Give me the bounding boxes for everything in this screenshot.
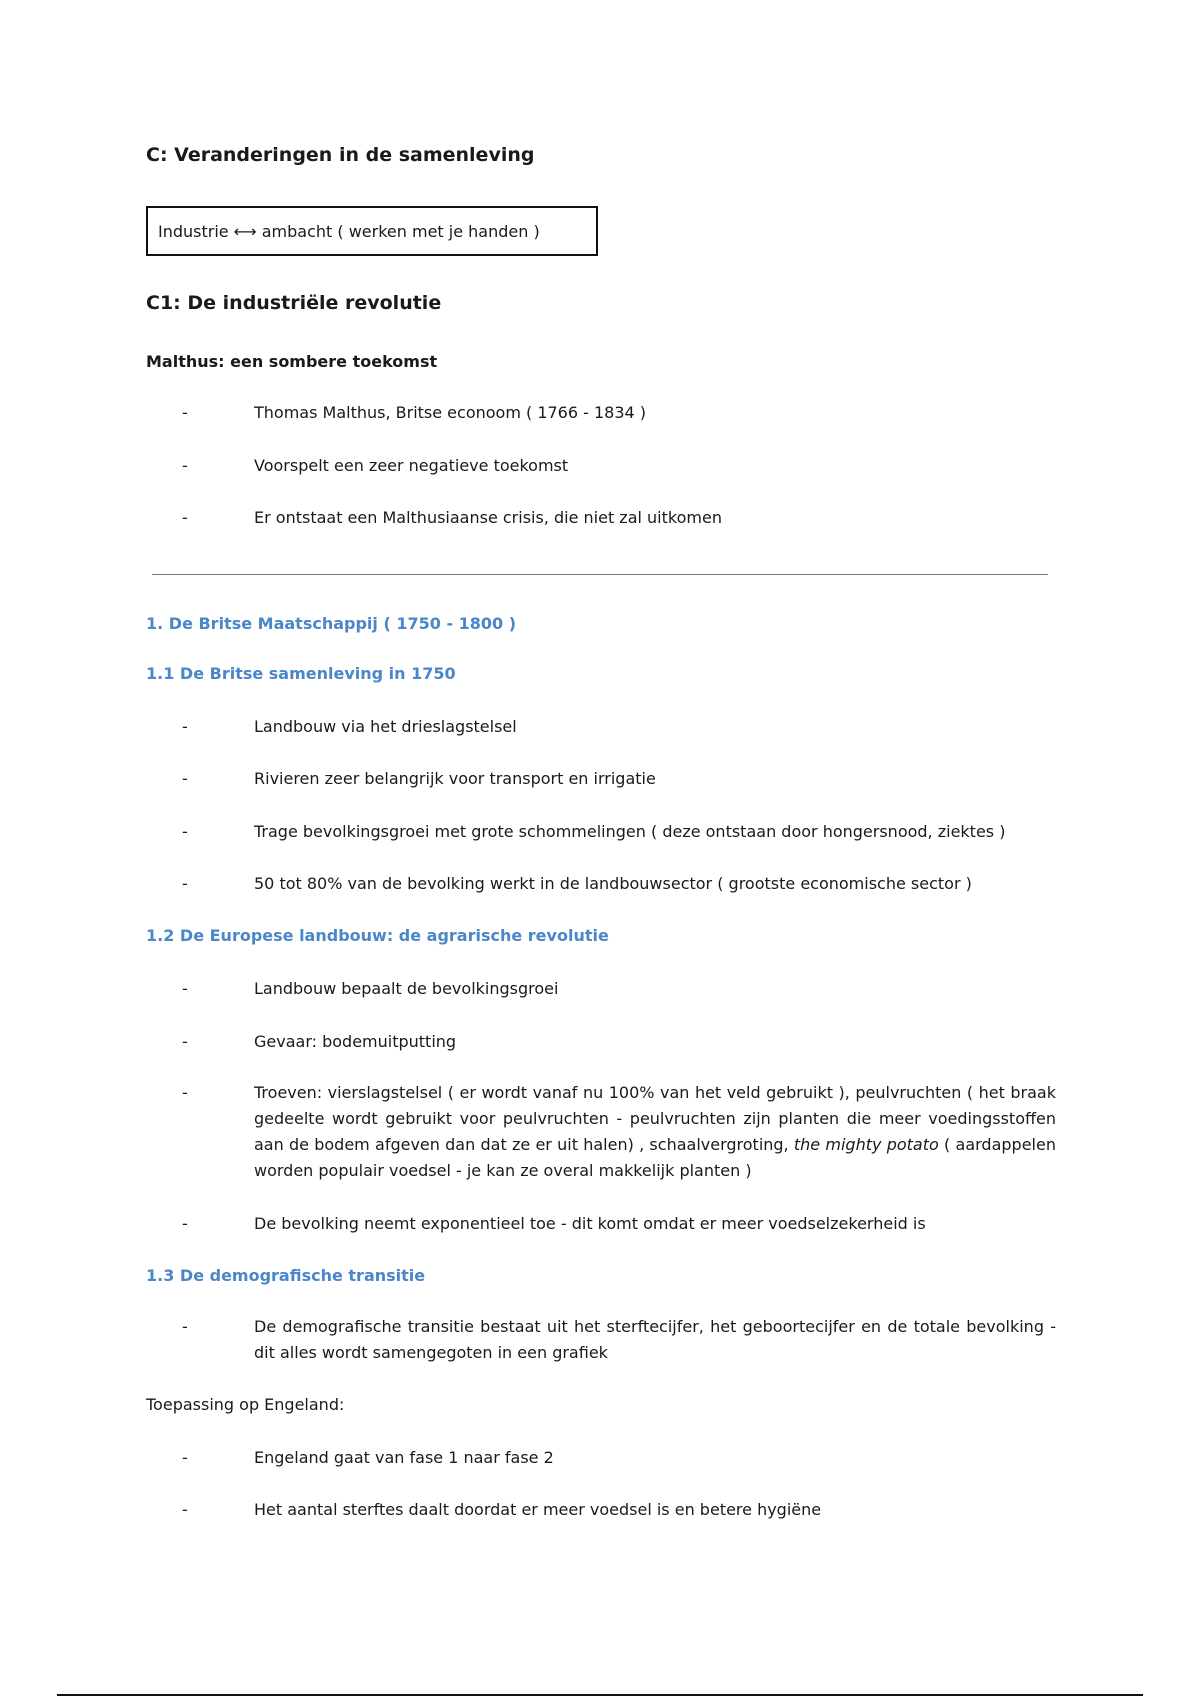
bullet-dash: - (182, 979, 188, 998)
list-item-text: Trage bevolkingsgroei met grote schommelingen ( deze ontstaan door hongersnood, ziektes ) (254, 822, 1006, 841)
section-c1-title: C1: De industriële revolutie (146, 292, 442, 314)
bullet-dash: - (182, 508, 188, 527)
list-item (182, 1029, 1056, 1055)
list-item (182, 1314, 1056, 1366)
bullet-dash: - (182, 1317, 188, 1336)
section-1-1-title: 1.1 De Britse samenleving in 1750 (146, 664, 456, 683)
malthus-heading: Malthus: een sombere toekomst (146, 352, 438, 371)
list-item (182, 766, 1056, 792)
list-item (182, 1211, 1056, 1237)
definition-box (146, 206, 598, 256)
list-item (182, 871, 1056, 897)
list-item-text: Engeland gaat van fase 1 naar fase 2 (254, 1448, 554, 1467)
list-item (182, 400, 1056, 426)
section-1-title: 1. De Britse Maatschappij ( 1750 - 1800 ) (146, 614, 517, 633)
list-item-text: Rivieren zeer belangrijk voor transport en irrigatie (254, 769, 656, 788)
list-item (182, 1445, 1056, 1471)
bullet-dash: - (182, 1032, 188, 1051)
list-item (182, 819, 1056, 845)
bullet-dash: - (182, 822, 188, 841)
list-item (182, 1080, 1056, 1184)
bullet-dash: - (182, 456, 188, 475)
bullet-dash: - (182, 1448, 188, 1467)
bullet-dash: - (182, 1214, 188, 1233)
list-item-text: Er ontstaat een Malthusiaanse crisis, die niet zal uitkomen (254, 508, 722, 527)
list-item (182, 1497, 1056, 1523)
bullet-dash: - (182, 769, 188, 788)
bullet-dash: - (182, 403, 188, 422)
bullet-dash: - (182, 1500, 188, 1519)
list-item-text: Landbouw bepaalt de bevolkingsgroei (254, 979, 559, 998)
list-item (182, 976, 1056, 1002)
section-divider (152, 574, 1048, 575)
list-item-text: De bevolking neemt exponentieel toe - dit komt omdat er meer voedselzekerheid is (254, 1214, 926, 1233)
list-item (182, 714, 1056, 740)
bullet-dash: - (182, 717, 188, 736)
list-item-text: Landbouw via het drieslagstelsel (254, 717, 517, 736)
troeven-text: Troeven: vierslagstelsel ( er wordt vanaf nu 100% van het veld gebruikt ), peulvruchten ( het braak gedeelte wordt gebruikt voor peulvruchten - peulvruchten zijn planten die meer voedingsstoffen aan de bodem afgeven dan dat ze er uit halen) , schaalvergroting, (254, 1083, 1056, 1154)
page-bottom-rule (57, 1694, 1143, 1696)
bullet-dash: - (182, 1083, 188, 1102)
troeven-text-end: ( aardappelen worden populair voedsel - je kan ze overal makkelijk planten ) (254, 1135, 1056, 1180)
bullet-dash: - (182, 874, 188, 893)
list-item-text: Het aantal sterftes daalt doordat er meer voedsel is en betere hygiëne (254, 1500, 822, 1519)
section-1-3-title: 1.3 De demografische transitie (146, 1266, 426, 1285)
page-title: C: Veranderingen in de samenleving (146, 144, 535, 166)
list-item-text (254, 1080, 1056, 1184)
application-label: Toepassing op Engeland: (146, 1395, 345, 1414)
list-item-text: Voorspelt een zeer negatieve toekomst (254, 456, 569, 475)
troeven-italic: the mighty potato (793, 1135, 939, 1154)
list-item (182, 453, 1056, 479)
list-item-text: Gevaar: bodemuitputting (254, 1032, 457, 1051)
definition-box-text: Industrie ⟷ ambacht ( werken met je handen ) (158, 221, 540, 241)
list-item-text: De demografische transitie bestaat uit het sterftecijfer, het geboortecijfer en de totale bevolking - dit alles wordt samengegoten in een grafiek (254, 1317, 1056, 1362)
list-item-text: 50 tot 80% van de bevolking werkt in de landbouwsector ( grootste economische sector ) (254, 874, 972, 893)
list-item (182, 505, 1056, 531)
section-1-2-title: 1.2 De Europese landbouw: de agrarische revolutie (146, 926, 609, 945)
list-item-text: Thomas Malthus, Britse econoom ( 1766 - 1834 ) (254, 403, 647, 422)
